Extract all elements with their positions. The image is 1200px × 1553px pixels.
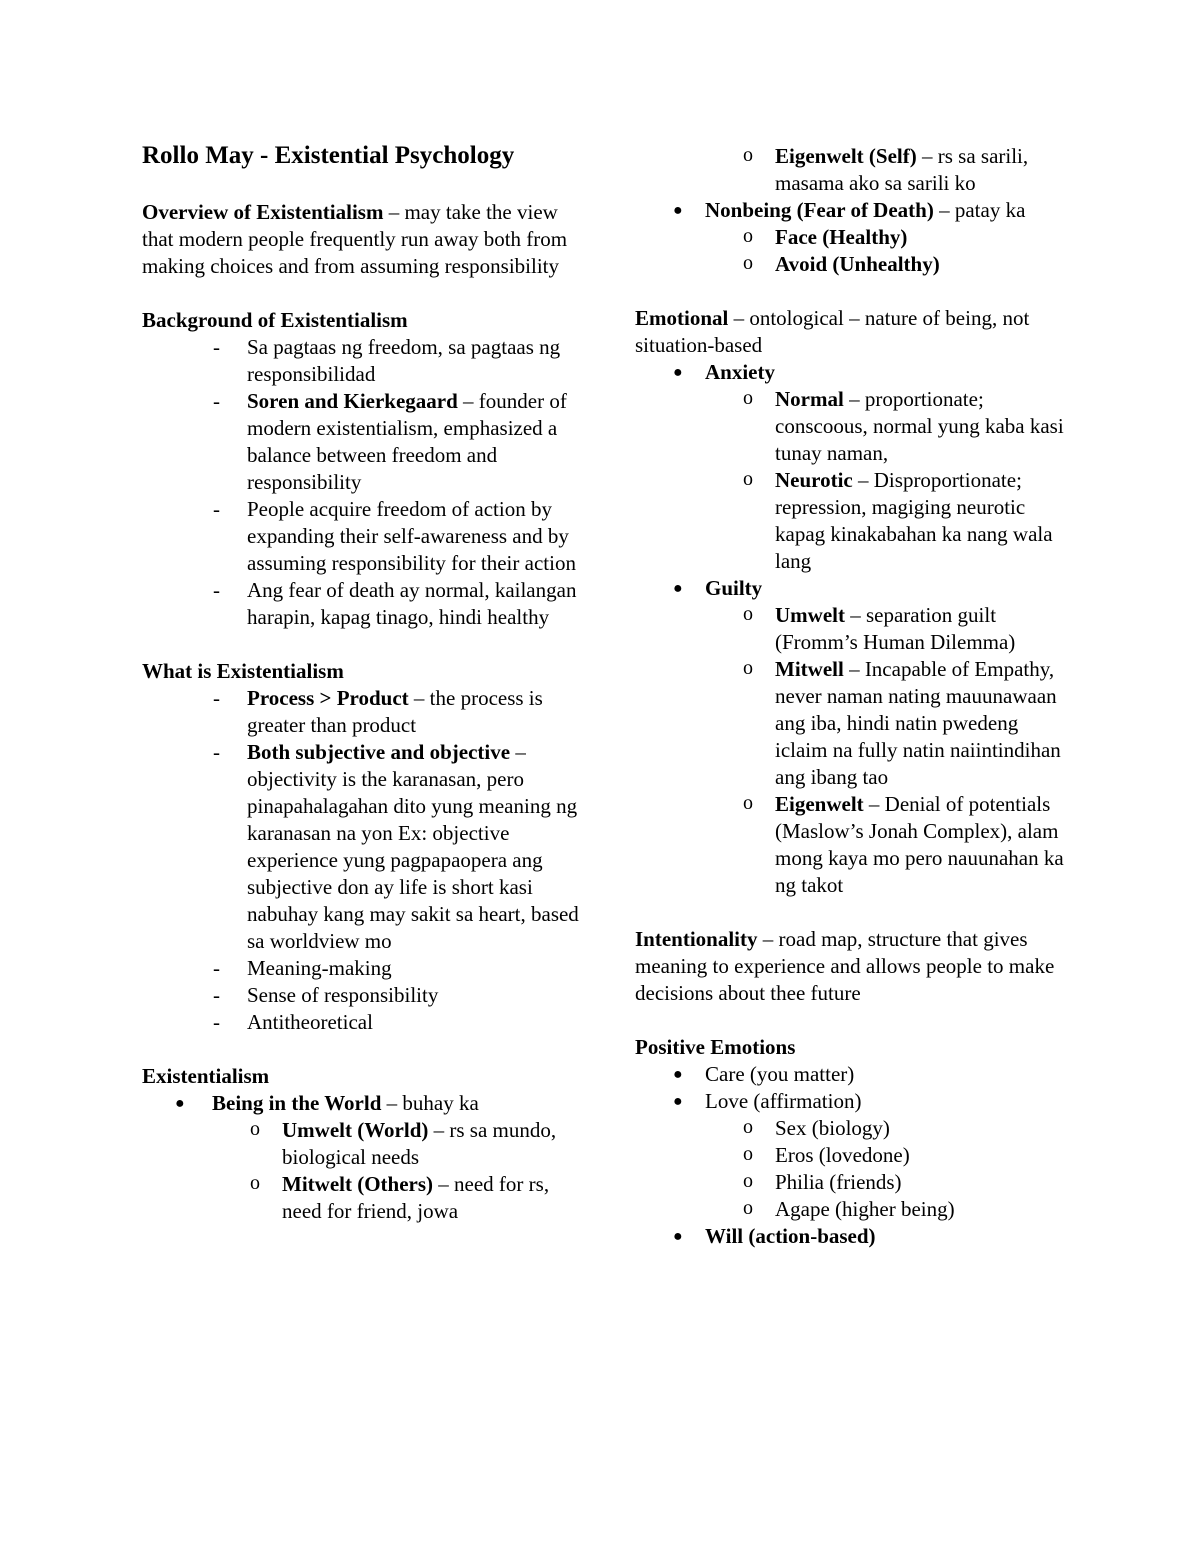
right-column bbox=[635, 143, 1075, 1250]
circle-bullet-icon: o bbox=[743, 387, 753, 409]
list-item: o Philia (friends) bbox=[743, 1170, 902, 1194]
circle-bullet-icon: o bbox=[250, 1118, 260, 1140]
bullet-icon: ● bbox=[673, 364, 683, 381]
bullet-icon: ● bbox=[175, 1095, 185, 1112]
list-item: o Mitwelt (Others) – need for rs, need for friend, jowa bbox=[250, 1172, 550, 1223]
list-item: ● Being in the World – buhay ka bbox=[175, 1091, 479, 1115]
list-item: o Eigenwelt (Self) – rs sa sarili, masama ako sa sarili ko bbox=[743, 144, 1029, 195]
page-title: Rollo May - Existential Psychology bbox=[142, 142, 515, 169]
circle-bullet-icon: o bbox=[743, 1170, 753, 1192]
list-item: ● Guilty bbox=[673, 576, 763, 600]
overview-text: – may take the view that modern people frequently run away both from making choices and from assuming responsibility bbox=[142, 200, 568, 278]
list-item: - Meaning-making bbox=[142, 955, 582, 982]
list-item: - Both subjective and objective – objectivity is the karanasan, pero pinapahalagahan dito yung meaning ng karanasan na yon Ex: objective experience yung pagpapaopera ang subjective don ay life is short kasi nabuhay kang may sakit sa heart, based sa worldview mo bbox=[142, 739, 582, 955]
list-item: ● Care (you matter) bbox=[673, 1062, 855, 1086]
circle-bullet-icon: o bbox=[743, 657, 753, 679]
bullet-icon: ● bbox=[673, 1093, 683, 1110]
overview-paragraph bbox=[142, 199, 582, 280]
list-item: o Face (Healthy) bbox=[743, 225, 908, 249]
list-item: o Avoid (Unhealthy) bbox=[743, 252, 940, 276]
list-item: - People acquire freedom of action by expanding their self-awareness and by assuming responsibility for their action bbox=[142, 496, 582, 577]
list-item: - Antitheoretical bbox=[142, 1009, 582, 1036]
list-item: - Sa pagtaas ng freedom, sa pagtaas ng responsibilidad bbox=[142, 334, 582, 388]
list-item: o Neurotic – Disproportionate; repression, magiging neurotic kapag kinakabahan ka nang wala lang bbox=[743, 468, 1053, 573]
circle-bullet-icon: o bbox=[250, 1172, 260, 1194]
list-item: ● Will (action-based) bbox=[673, 1224, 876, 1248]
circle-bullet-icon: o bbox=[743, 1143, 753, 1165]
bullet-icon: ● bbox=[673, 1228, 683, 1245]
list-item: - Soren and Kierkegaard – founder of modern existentialism, emphasized a balance between freedom and responsibility bbox=[142, 388, 582, 496]
circle-bullet-icon: o bbox=[743, 144, 753, 166]
circle-bullet-icon: o bbox=[743, 252, 753, 274]
list-item: o Eigenwelt – Denial of potentials (Maslow’s Jonah Complex), alam mong kaya mo pero nauunahan ka ng takot bbox=[743, 792, 1064, 897]
list-item: o Sex (biology) bbox=[743, 1116, 890, 1140]
list-item: - Ang fear of death ay normal, kailangan harapin, kapag tinago, hindi healthy bbox=[142, 577, 582, 631]
circle-bullet-icon: o bbox=[743, 225, 753, 247]
list-item: o Mitwell – Incapable of Empathy, never naman nating mauunawaan ang iba, hindi natin pwedeng iclaim na fully natin naiintindihan ang ibang tao bbox=[743, 657, 1061, 789]
intentionality-paragraph: Intentionality – road map, structure that gives meaning to experience and allows people to make decisions about thee future bbox=[635, 927, 1055, 1005]
list-item: - Process > Product – the process is greater than product bbox=[142, 685, 582, 739]
list-item: - Sense of responsibility bbox=[142, 982, 582, 1009]
circle-bullet-icon: o bbox=[743, 1116, 753, 1138]
what-is-heading: What is Existentialism bbox=[142, 659, 344, 683]
left-column bbox=[142, 140, 582, 1225]
existentialism-heading: Existentialism bbox=[142, 1064, 270, 1088]
bullet-icon: ● bbox=[673, 202, 683, 219]
emotional-paragraph: Emotional – ontological – nature of being, not situation-based bbox=[635, 306, 1030, 357]
list-item: o Agape (higher being) bbox=[743, 1197, 955, 1221]
list-item: ● Nonbeing (Fear of Death) – patay ka bbox=[673, 198, 1026, 222]
circle-bullet-icon: o bbox=[743, 1197, 753, 1219]
background-heading: Background of Existentialism bbox=[142, 308, 408, 332]
list-item: o Normal – proportionate; conscoous, normal yung kaba kasi tunay naman, bbox=[743, 387, 1064, 465]
list-item: o Eros (lovedone) bbox=[743, 1143, 910, 1167]
positive-heading: Positive Emotions bbox=[635, 1035, 796, 1059]
list-item: o Umwelt (World) – rs sa mundo, biological needs bbox=[250, 1118, 557, 1169]
overview-term: Overview of Existentialism bbox=[142, 200, 384, 224]
bullet-icon: ● bbox=[673, 1066, 683, 1083]
list-item: ● Anxiety bbox=[673, 360, 775, 384]
circle-bullet-icon: o bbox=[743, 603, 753, 625]
list-item: ● Love (affirmation) bbox=[673, 1089, 862, 1113]
circle-bullet-icon: o bbox=[743, 792, 753, 814]
circle-bullet-icon: o bbox=[743, 468, 753, 490]
list-item: o Umwelt – separation guilt (Fromm’s Human Dilemma) bbox=[743, 603, 1016, 654]
bullet-icon: ● bbox=[673, 580, 683, 597]
